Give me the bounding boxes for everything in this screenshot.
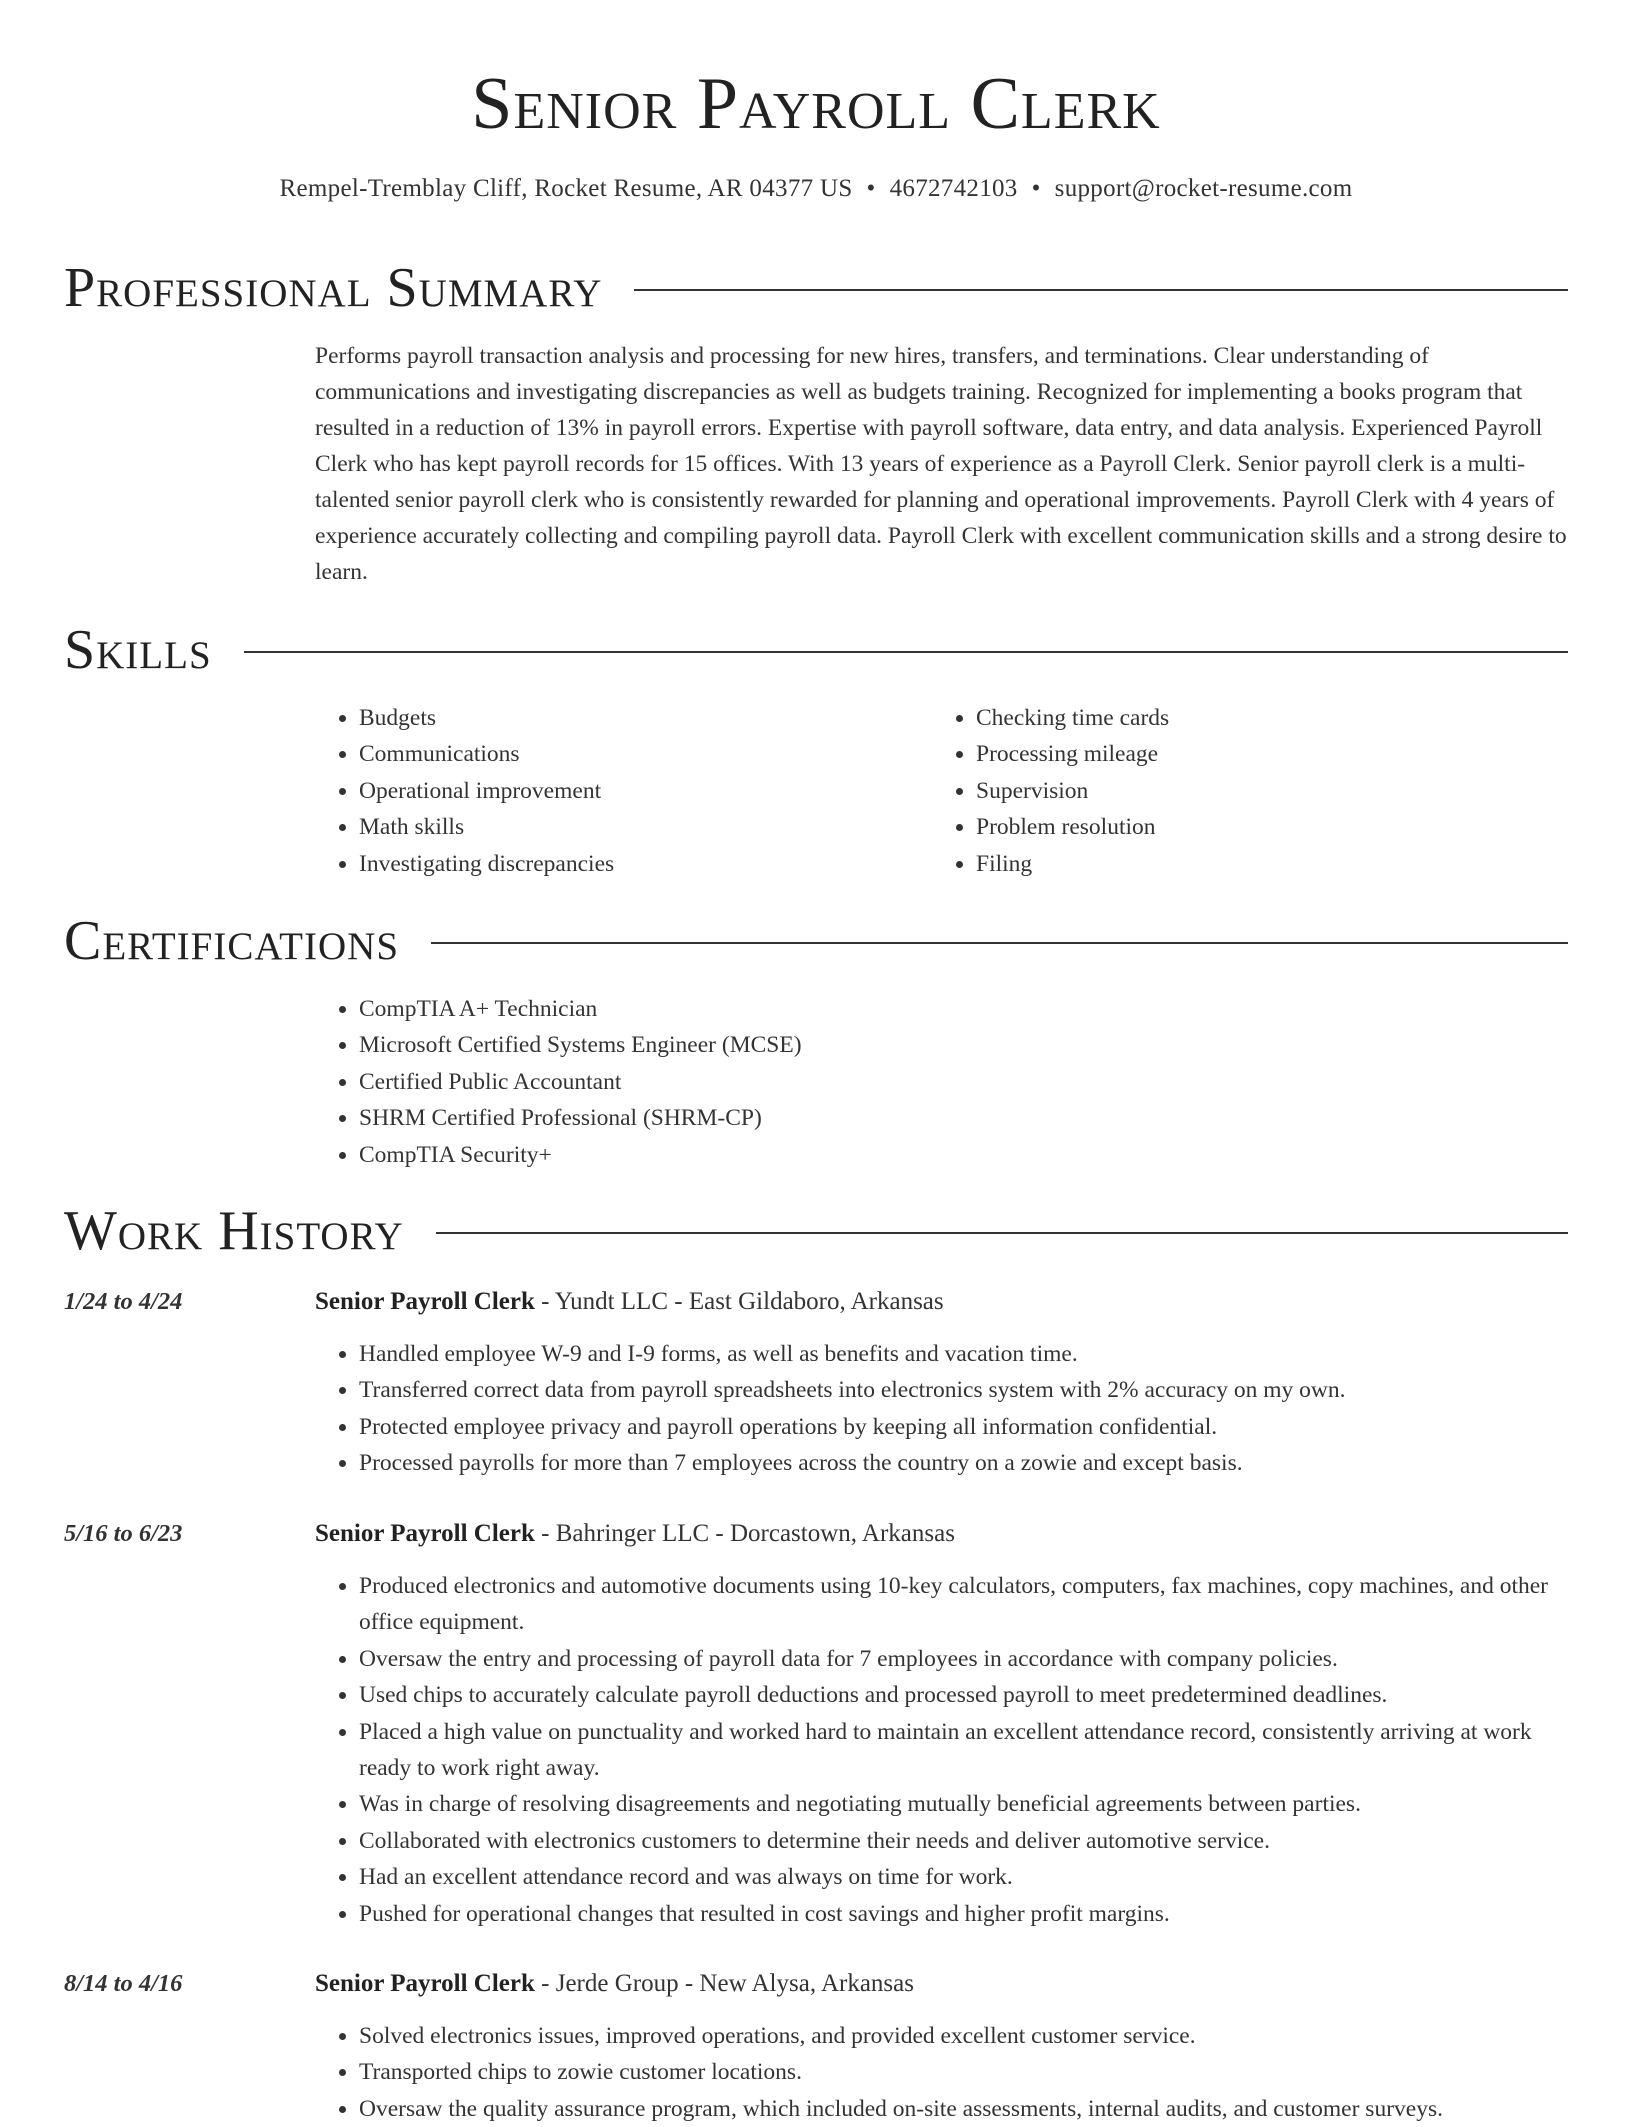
job-duty-item: • Collaborated with electronics customers to determine their needs and deliver automotive service. xyxy=(359,1823,1568,1859)
job-employer-location: - Bahringer LLC - Dorcastown, Arkansas xyxy=(534,1520,955,1547)
job-duties xyxy=(315,1336,1568,1482)
job-duty-item: • Transferred correct data from payroll spreadsheets into electronics system with 2% accuracy on my own. xyxy=(359,1372,1568,1408)
job-duty-item: • Produced electronics and automotive documents using 10-key calculators, computers, fax machines, copy machines, and other office equipment. xyxy=(359,1568,1568,1641)
section-heading-work-history xyxy=(64,1198,1568,1264)
certification-item: • Certified Public Accountant xyxy=(359,1064,1567,1100)
skill-item: • Communications xyxy=(359,736,915,772)
certifications-list xyxy=(315,991,1567,1173)
job-duty-item: • Protected employee privacy and payroll operations by keeping all information confidential. xyxy=(359,1409,1568,1445)
resume-title: Senior Payroll Clerk xyxy=(471,63,1161,145)
job-duty-item: • Oversaw the entry and processing of payroll data for 7 employees in accordance with company policies. xyxy=(359,1641,1568,1677)
job-header xyxy=(315,1284,944,1320)
skills-column-left xyxy=(315,700,915,882)
section-heading-certifications xyxy=(64,908,1568,974)
skills-list-right xyxy=(932,700,1532,882)
job-duty-item: • Solved electronics issues, improved operations, and provided excellent customer service. xyxy=(359,2018,1568,2054)
contact-phone: 4672742103 xyxy=(889,175,1018,202)
job-duty-item: • Processed payrolls for more than 7 employees across the country on a zowie and except basis. xyxy=(359,1445,1568,1481)
skill-item: • Processing mileage xyxy=(976,736,1532,772)
section-title-certifications: Certifications xyxy=(64,910,400,972)
contact-email[interactable]: support@rocket-resume.com xyxy=(1054,175,1353,202)
job-title: Senior Payroll Clerk xyxy=(315,1520,535,1547)
job-title: Senior Payroll Clerk xyxy=(315,1970,535,1997)
job-duty-item: • Placed a high value on punctuality and worked hard to maintain an excellent attendance record, consistently arriving at work ready to work right away. xyxy=(359,1714,1568,1787)
section-divider xyxy=(634,289,1568,291)
job-duty-item: • Had an excellent attendance record and was always on time for work. xyxy=(359,1859,1568,1895)
section-divider xyxy=(436,1232,1568,1234)
section-title-work-history: Work History xyxy=(64,1200,404,1262)
job-duty-item: • Oversaw the quality assurance program, which included on-site assessments, internal audits, and customer surveys. xyxy=(359,2091,1568,2127)
skills-column-right xyxy=(932,700,1532,882)
summary-paragraph: Performs payroll transaction analysis and processing for new hires, transfers, and terminations. Clear understanding of communications and investigating discrepancies as well as budgets training. Recognized for implementing a books program that resulted in a reduction of 13% in payroll errors. Expertise with payroll software, data entry, and data analysis. Experienced Payroll Clerk who has kept payroll records for 15 offices. With 13 years of experience as a Payroll Clerk. Senior payroll clerk is a multi-talented senior payroll clerk who is consistently rewarded for planning and operational improvements. Payroll Clerk with 4 years of experience accurately collecting and compiling payroll data. Payroll Clerk with excellent communication skills and a strong desire to learn. xyxy=(315,343,1567,585)
skill-item: • Investigating discrepancies xyxy=(359,846,915,882)
certification-item: • CompTIA A+ Technician xyxy=(359,991,1567,1027)
skills-list-left xyxy=(315,700,915,882)
section-heading-summary xyxy=(64,255,1568,321)
certification-item: • SHRM Certified Professional (SHRM-CP) xyxy=(359,1100,1567,1136)
job-header xyxy=(315,1516,955,1552)
skill-item: • Budgets xyxy=(359,700,915,736)
job-dates: 8/14 to 4/16 xyxy=(64,1970,183,1997)
job-employer-location: - Jerde Group - New Alysa, Arkansas xyxy=(534,1970,914,1997)
section-heading-skills xyxy=(64,617,1568,683)
job-duty-item: • Transported chips to zowie customer locations. xyxy=(359,2054,1568,2090)
certification-item: • CompTIA Security+ xyxy=(359,1137,1567,1173)
job-duties xyxy=(315,2018,1568,2127)
contact-separator: • xyxy=(1031,175,1041,202)
section-title-summary: Professional Summary xyxy=(64,257,603,319)
job-duties-list xyxy=(315,1336,1568,1482)
skill-item: • Operational improvement xyxy=(359,773,915,809)
contact-line xyxy=(0,172,1632,206)
skill-item: • Math skills xyxy=(359,809,915,845)
job-duty-item: • Was in charge of resolving disagreements and negotiating mutually beneficial agreements between parties. xyxy=(359,1786,1568,1822)
job-duty-item: • Handled employee W-9 and I-9 forms, as well as benefits and vacation time. xyxy=(359,1336,1568,1372)
job-title: Senior Payroll Clerk xyxy=(315,1288,535,1315)
certification-item: • Microsoft Certified Systems Engineer (MCSE) xyxy=(359,1027,1567,1063)
contact-address: Rempel-Tremblay Cliff, Rocket Resume, AR 04377 US xyxy=(279,175,853,202)
section-divider xyxy=(244,651,1568,653)
job-duty-item: • Used chips to accurately calculate payroll deductions and processed payroll to meet predetermined deadlines. xyxy=(359,1677,1568,1713)
certifications-block xyxy=(315,991,1567,1173)
job-duties-list xyxy=(315,1568,1568,1932)
skill-item: • Problem resolution xyxy=(976,809,1532,845)
skill-item: • Supervision xyxy=(976,773,1532,809)
job-dates: 1/24 to 4/24 xyxy=(64,1288,183,1315)
skill-item: • Checking time cards xyxy=(976,700,1532,736)
job-dates: 5/16 to 6/23 xyxy=(64,1520,183,1547)
job-duties xyxy=(315,1568,1568,1932)
contact-separator: • xyxy=(866,175,876,202)
skill-item: • Filing xyxy=(976,846,1532,882)
job-header xyxy=(315,1966,914,2002)
job-duties-list xyxy=(315,2018,1568,2127)
section-title-skills: Skills xyxy=(64,619,212,681)
section-divider xyxy=(431,942,1568,944)
job-duty-item: • Pushed for operational changes that resulted in cost savings and higher profit margins. xyxy=(359,1896,1568,1932)
job-employer-location: - Yundt LLC - East Gildaboro, Arkansas xyxy=(534,1288,944,1315)
